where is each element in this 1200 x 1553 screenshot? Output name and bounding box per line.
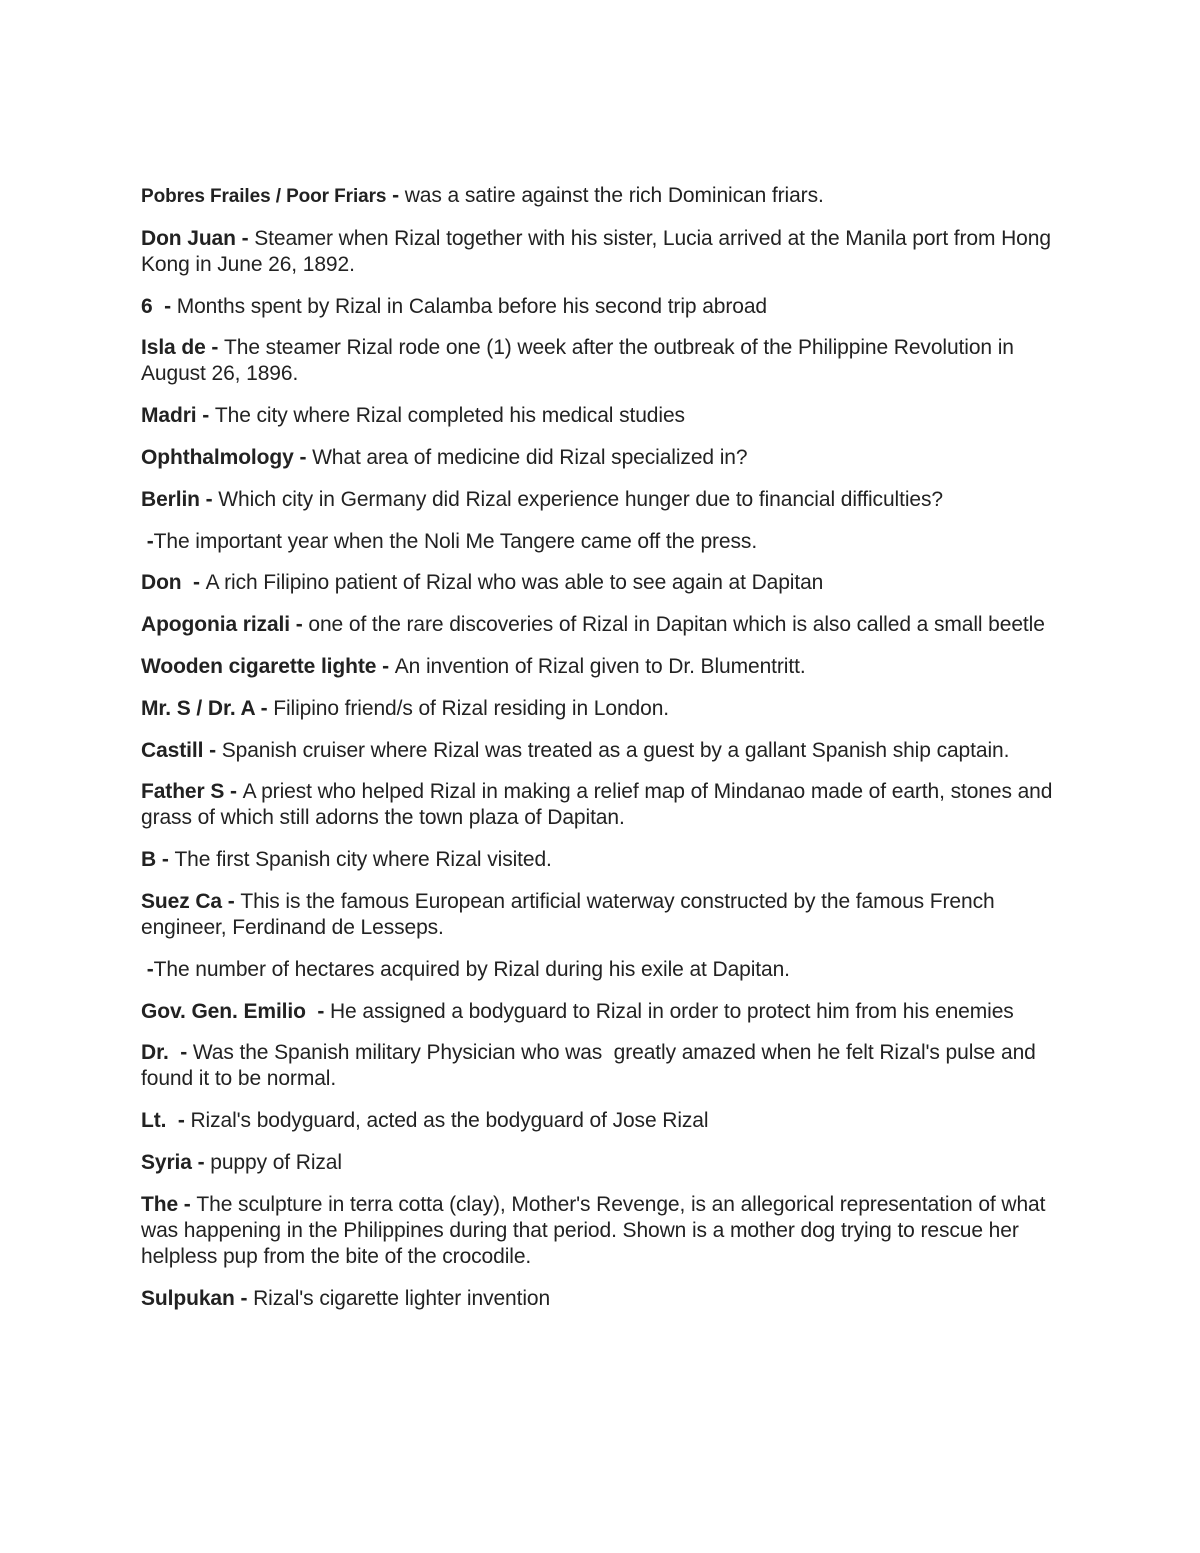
entry-term: Castill <box>141 738 204 762</box>
entry-term: Father S <box>141 780 225 804</box>
entry-separator: - <box>386 184 405 207</box>
entry-separator: - <box>205 336 225 360</box>
entry-term: Sulpukan <box>141 1286 235 1310</box>
entry-separator: - <box>254 696 274 720</box>
entry-castill <box>141 738 1061 764</box>
entry-separator: - <box>191 1150 211 1174</box>
entry-definition: one of the rare discoveries of Rizal in Dapitan which is also called a small beetle <box>308 613 1045 637</box>
entry-term: Syria <box>141 1150 192 1174</box>
entry-wooden-lighter <box>141 654 1061 680</box>
entry-definition: This is the famous European artificial waterway constructed by the famous French engineer, Ferdinand de Lesseps. <box>141 889 995 939</box>
entry-definition: He assigned a bodyguard to Rizal in order to protect him from his enemies <box>329 999 1014 1023</box>
entry-sulpukan <box>141 1286 1061 1312</box>
entry-term: B <box>141 848 157 872</box>
entry-term: Suez Ca <box>141 889 222 913</box>
entry-don-patient <box>141 570 1061 596</box>
entry-term: Wooden cigarette lighte <box>141 654 377 678</box>
entry-term: Lt. <box>141 1109 167 1133</box>
entry-term: Pobres Frailes / Poor Friars <box>141 186 387 207</box>
entry-definition: A priest who helped Rizal in making a relief map of Mindanao made of earth, stones and grass of which still adorns the town plaza of Dapitan. <box>141 780 1053 830</box>
entry-definition: The sculpture in terra cotta (clay), Mother's Revenge, is an allegorical representation of what was happening in the Philippines during that period. Shown is a mother dog trying to rescue her helpless pup from the bite of the crocodile. <box>141 1192 1046 1268</box>
entry-hectares <box>141 957 1061 983</box>
entry-ophthalmology <box>141 445 1061 471</box>
entry-separator: - <box>141 957 154 981</box>
entry-gov-gen-emilio <box>141 999 1061 1025</box>
entry-separator: - <box>222 889 241 913</box>
entry-separator: - <box>290 613 309 637</box>
entry-lt-bodyguard <box>141 1108 1061 1134</box>
entry-separator: - <box>199 487 219 511</box>
entry-definition: The number of hectares acquired by Rizal during his exile at Dapitan. <box>153 957 790 981</box>
entry-father-s <box>141 779 1061 831</box>
entry-term: 6 <box>141 294 153 318</box>
entry-definition: Was the Spanish military Physician who was greatly amazed when he felt Rizal's pulse and found it to be normal. <box>141 1041 1042 1091</box>
entry-separator: - <box>141 529 154 553</box>
entry-definition: The important year when the Noli Me Tangere came off the press. <box>153 529 758 553</box>
entry-definition: An invention of Rizal given to Dr. Blumentritt. <box>394 654 806 678</box>
entry-definition: Rizal's cigarette lighter invention <box>253 1286 551 1310</box>
entry-definition: The city where Rizal completed his medical studies <box>214 404 685 428</box>
entry-term: Berlin <box>141 487 200 511</box>
entry-noli-year <box>141 529 1061 555</box>
entry-london-friends <box>141 696 1061 722</box>
entry-berlin <box>141 487 1061 513</box>
entry-term: Don <box>141 571 182 595</box>
document-page <box>141 183 1061 1327</box>
entry-isla-de <box>141 335 1061 387</box>
entry-mothers-revenge <box>141 1192 1061 1270</box>
entry-definition: was a satire against the rich Dominican friars. <box>404 184 824 207</box>
entry-definition: The first Spanish city where Rizal visited. <box>174 848 552 872</box>
entry-definition: What area of medicine did Rizal specialized in? <box>312 445 748 469</box>
entry-military-physician <box>141 1040 1061 1092</box>
entry-term: Dr. <box>141 1041 169 1065</box>
entry-term: Ophthalmology <box>141 445 294 469</box>
entry-separator: - <box>293 445 313 469</box>
entry-months <box>141 294 1061 320</box>
entry-separator: - <box>234 1286 254 1310</box>
entry-separator: - <box>168 1041 193 1065</box>
entry-don-juan <box>141 226 1061 278</box>
entry-definition: The steamer Rizal rode one (1) week after the outbreak of the Philippine Revolution in August 26, 1896. <box>141 336 1014 386</box>
entry-madri <box>141 403 1061 429</box>
entry-definition: Spanish cruiser where Rizal was treated as a guest by a gallant Spanish ship captain. <box>221 738 1010 762</box>
entry-definition: Which city in Germany did Rizal experience hunger due to financial difficulties? <box>218 487 943 511</box>
entry-term: Isla de <box>141 336 206 360</box>
entry-apogonia-rizali <box>141 612 1061 638</box>
entry-first-spanish-city <box>141 847 1061 873</box>
entry-definition: Steamer when Rizal together with his sister, Lucia arrived at the Manila port from Hong Kong in June 26, 1892. <box>141 226 1051 276</box>
entry-suez-canal <box>141 889 1061 941</box>
entry-separator: - <box>235 226 255 250</box>
entry-separator: - <box>166 1109 191 1133</box>
entry-definition: puppy of Rizal <box>210 1150 342 1174</box>
entry-separator: - <box>203 738 222 762</box>
entry-separator: - <box>196 404 215 428</box>
entry-definition: Rizal's bodyguard, acted as the bodyguard of Jose Rizal <box>190 1109 709 1133</box>
entry-separator: - <box>305 999 330 1023</box>
entry-term: Apogonia rizali <box>141 613 291 637</box>
entry-term: Madri <box>141 404 197 428</box>
entry-separator: - <box>178 1192 197 1216</box>
entry-term: Gov. Gen. Emilio <box>141 999 306 1023</box>
entry-definition: Months spent by Rizal in Calamba before his second trip abroad <box>176 294 767 318</box>
entry-term: The <box>141 1192 179 1216</box>
entry-syria <box>141 1150 1061 1176</box>
entry-pobres-frailes <box>141 183 1061 210</box>
entry-term: Mr. S / Dr. A <box>141 696 255 720</box>
entry-definition: Filipino friend/s of Rizal residing in London. <box>273 696 670 720</box>
entry-separator: - <box>224 780 243 804</box>
entry-separator: - <box>156 848 175 872</box>
entry-separator: - <box>376 654 395 678</box>
entry-separator: - <box>181 571 206 595</box>
entry-term: Don Juan <box>141 226 236 250</box>
entry-separator: - <box>152 294 177 318</box>
entry-definition: A rich Filipino patient of Rizal who was able to see again at Dapitan <box>205 571 824 595</box>
